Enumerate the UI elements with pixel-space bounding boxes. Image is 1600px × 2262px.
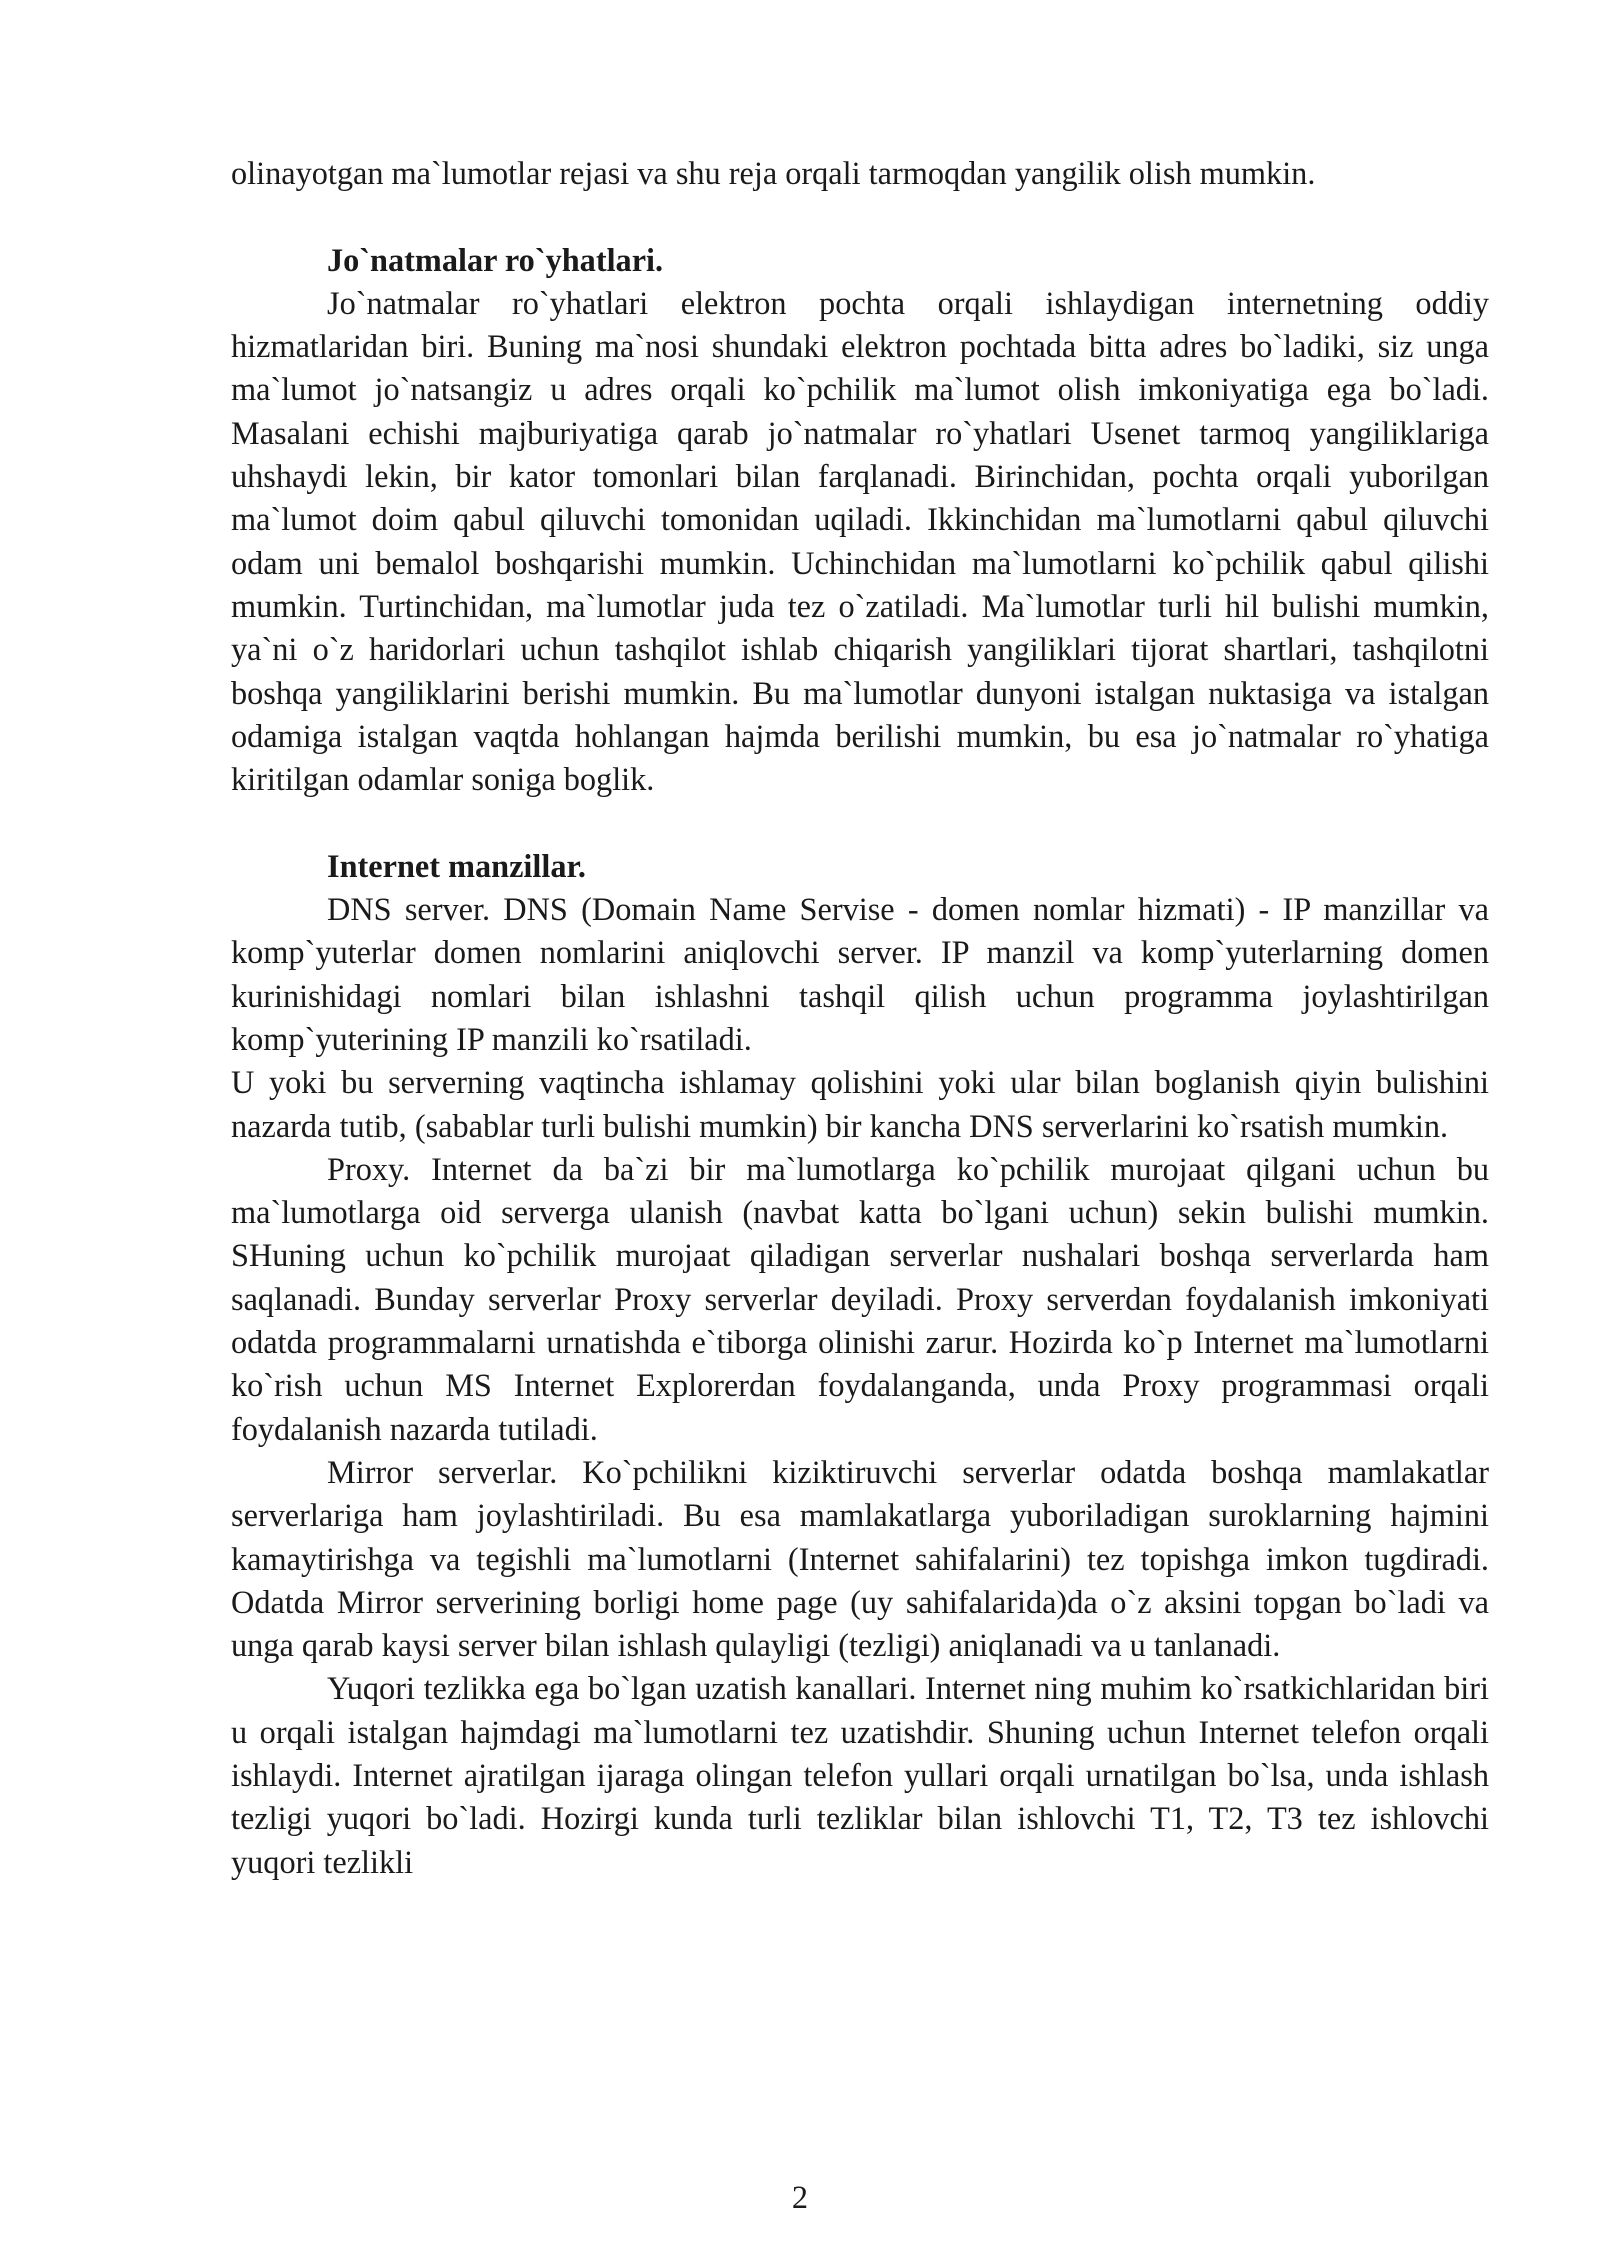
section-heading-mailing-lists: Jo`natmalar ro`yhatlari. [327, 241, 664, 278]
channels-paragraph: Yuqori tezlikka ega bo`lgan uzatish kanallari. Internet ning muhim ko`rsatkichlaridan biri u orqali istalgan hajmdagi ma`lumotlarni tez uzatishdir. Shuning uchun Internet telefon orqali ishlaydi. Internet ajratilgan ijaraga olingan telefon yullari orqali urnatilgan bo`lsa, unda ishlash tezligi yuqori bo`ladi. Hozirgi kunda turli tezliklar bilan ishlovchi T1, T2, T3 tez ishlovchi yuqori tezlikli [231, 1670, 1489, 1880]
dns-continuation-paragraph: U yoki bu serverning vaqtincha ishlamay qolishini yoki ular bilan boglanish qiyin bulishini nazarda tutib, (sabablar turli bulishi mumkin) bir kancha DNS serverlarini ko`rsatish mumkin. [231, 1064, 1489, 1144]
document-page [231, 152, 1489, 1884]
section-heading-internet-addresses: Internet manzillar. [327, 847, 586, 884]
mirror-paragraph: Mirror serverlar. Ko`pchilikni kiziktiruvchi serverlar odatda boshqa mamlakatlar serverlariga ham joylashtiriladi. Bu esa mamlakatlarga yuboriladigan suroklarning hajmini kamaytirishga va tegishli ma`lumotlarni (Internet sahifalarini) tez topishga imkon tugdiradi. Odatda Mirror serverining borligi home page (uy sahifalarida)da o`z aksini topgan bo`ladi va unga qarab kaysi server bilan ishlash qulayligi (tezligi) aniqlanadi va u tanlanadi. [231, 1453, 1489, 1664]
mailing-lists-paragraph: Jo`natmalar ro`yhatlari elektron pochta orqali ishlaydigan internetning oddiy hizmatlaridan biri. Buning ma`nosi shundaki elektron pochtada bitta adres bo`ladiki, siz unga ma`lumot jo`natsangiz u adres orqali ko`pchilik ma`lumot olish imkoniyatiga ega bo`ladi. Masalani echishi majburiyatiga qarab jo`natmalar ro`yhatlari Usenet tarmoq yangiliklariga uhshaydi lekin, bir kator tomonlari bilan farqlanadi. Birinchidan, pochta orqali yuborilgan ma`lumot doim qabul qiluvchi tomonidan uqiladi. Ikkinchidan ma`lumotlarni qabul qiluvchi odam uni bemalol boshqarishi mumkin. Uchinchidan ma`lumotlarni ko`pchilik qabul qilishi mumkin. Turtinchidan, ma`lumotlar juda tez o`zatiladi. Ma`lumotlar turli hil bulishi mumkin, ya`ni o`z haridorlari uchun tashqilot ishlab chiqarish yangiliklari tijorat shartlari, tashqilotni boshqa yangiliklarini berishi mumkin. Bu ma`lumotlar dunyoni istalgan nuktasiga va istalgan odamiga istalgan vaqtda hohlangan hajmda berilishi mumkin, bu esa jo`natmalar ro`yhatiga kiritilgan odamlar soniga boglik. [231, 284, 1489, 798]
proxy-paragraph: Proxy. Internet da ba`zi bir ma`lumotlarga ko`pchilik murojaat qilgani uchun bu ma`lumotlarga oid serverga ulanish (navbat katta bo`lgani uchun) sekin bulishi mumkin. SHuning uchun ko`pchilik murojaat qiladigan serverlar nushalari boshqa serverlarda ham saqlanadi. Bunday serverlar Proxy serverlar deyiladi. Proxy serverdan foydalanish imkoniyati odatda programmalarni urnatishda e`tiborga olinishi zarur. Hozirda ko`p Internet ma`lumotlarni ko`rish uchun MS Internet Explorerdan foydalanganda, unda Proxy programmasi orqali foydalanish nazarda tutiladi. [231, 1150, 1489, 1447]
dns-paragraph: DNS server. DNS (Domain Name Servise - domen nomlar hizmati) - IP manzillar va komp`yuterlar domen nomlarini aniqlovchi server. IP manzil va komp`yuterlarning domen kurinishidagi nomlari bilan ishlashni tashqil qilish uchun programma joylashtirilgan komp`yuterining IP manzili ko`rsatiladi. [231, 891, 1489, 1057]
intro-paragraph: olinayotgan ma`lumotlar rejasi va shu reja orqali tarmoqdan yangilik olish mumkin. [231, 155, 1316, 191]
page-number: 2 [791, 2179, 809, 2215]
